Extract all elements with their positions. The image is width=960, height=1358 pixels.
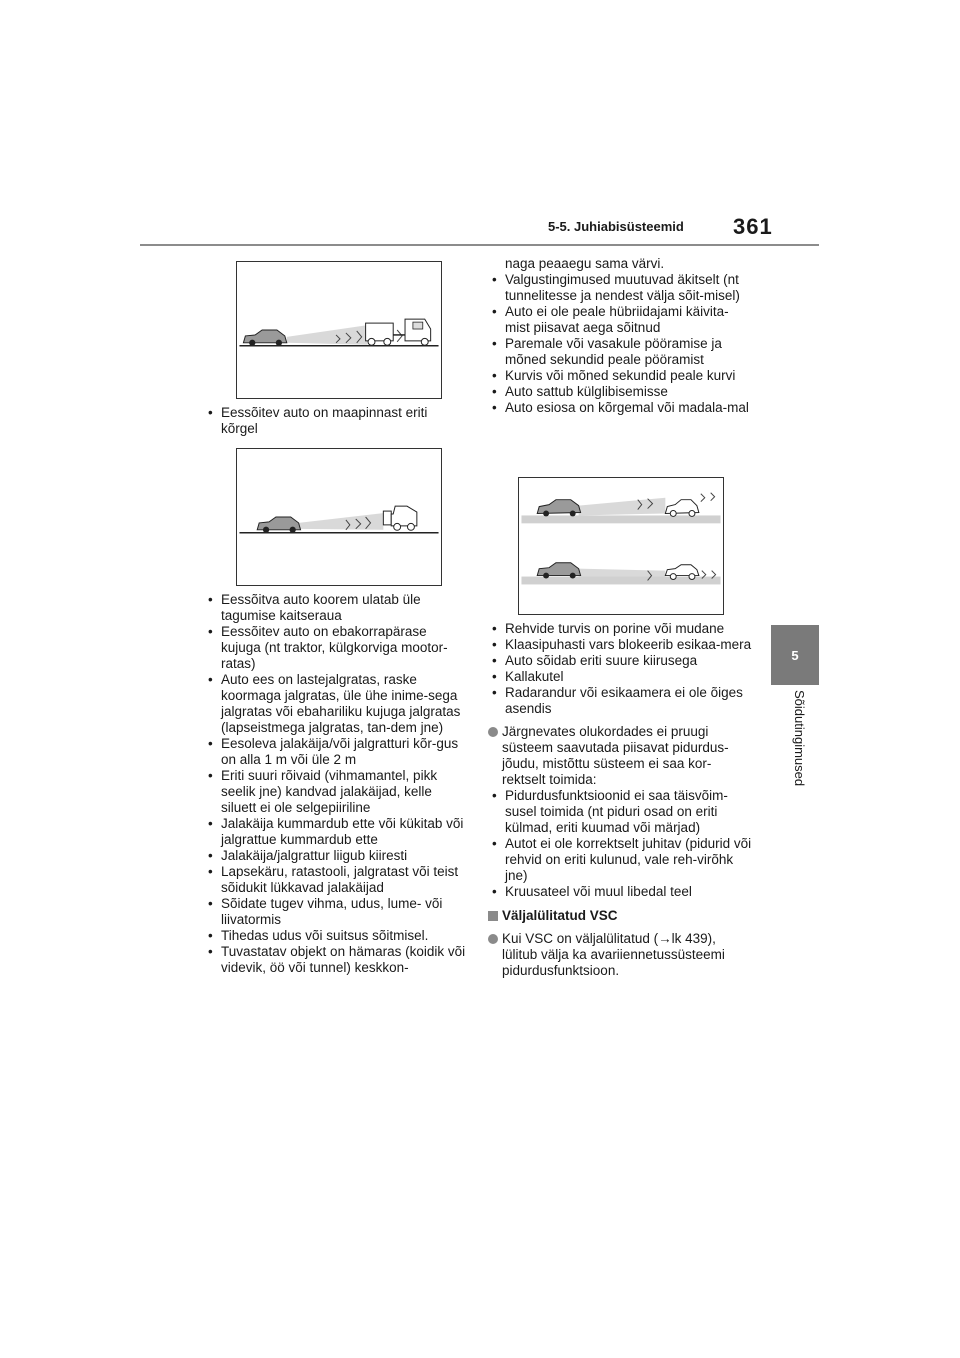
- chapter-label: Sõidutingimused: [792, 690, 807, 787]
- list-item: • Eessõitev auto on maapinnast eriti kõrgel: [204, 405, 464, 437]
- car-icon: [537, 500, 580, 517]
- car-icon: [537, 563, 580, 579]
- list-item: • Kruusateel või muul libedal teel: [488, 884, 754, 900]
- list-item: • Tihedas udus või suitsus sõitmisel.: [204, 928, 466, 944]
- list-item: • Auto ei ole peale hübriidajami käivita-mist piisavat aega sõitnud: [488, 304, 752, 336]
- page-number: 361: [733, 214, 773, 239]
- chapter-tab: 5: [771, 625, 819, 685]
- list-item: • Radarandur või esikaamera ei ole õiges asendis: [488, 685, 754, 717]
- vsc-paragraph: [488, 931, 754, 979]
- list-item: • Valgustingimused muutuvad äkitselt (nt tunnelitesse ja nendest välja sõit-misel): [488, 272, 752, 304]
- list-item: • Eessõitev auto on ebakorrapärase kujuga (nt traktor, külgkorviga mootor-ratas): [204, 624, 466, 672]
- list-item: • Sõidate tugev vihma, udus, lume- või liivatormis: [204, 896, 466, 928]
- square-bullet-icon: [488, 911, 498, 921]
- list-item: • Eesoleva jalakäija/või jalgratturi kõr-gus on alla 1 m või üle 2 m: [204, 736, 466, 768]
- section-title: 5-5. Juhiabisüsteemid: [548, 219, 684, 234]
- circle-bullet-icon: [488, 727, 498, 737]
- list-item: • Auto ees on lastejalgratas, raske koormaga jalgratas, üle ühe inime-sega jalgratas või ebahariliku kujuga jalgratas (lapseistmega jalgratas, tan-dem jne): [204, 672, 466, 736]
- list-item: • Autot ei ole korrektselt juhitav (pidurid või rehvid on eriti kulunud, vale reh-virõhk jne): [488, 836, 754, 884]
- heading-text: Väljalülitatud VSC: [502, 908, 618, 923]
- list-item: • Kallakutel: [488, 669, 754, 685]
- subsection-heading: [488, 908, 754, 924]
- list-item: • Paremale või vasakule pööramise ja mõned sekundid peale pööramist: [488, 336, 752, 368]
- left-list-2: [204, 592, 466, 976]
- right-list-b: [488, 621, 754, 979]
- list-item: • Auto esiosa on kõrgemal või madala-mal: [488, 400, 752, 416]
- paragraph-text: Kui VSC on väljalülitatud (→lk 439), lülitub välja ka avariiennetussüsteemi pidurdusfunktsioon.: [502, 931, 725, 978]
- header-divider: [140, 244, 819, 246]
- braking-paragraph: [488, 724, 754, 788]
- lead-car-icon: [665, 500, 699, 580]
- high-truck-illustration: [237, 262, 441, 398]
- list-item: • Eriti suuri rõivaid (vihmamantel, pikk seelik jne) kandvad jalakäijad, kelle siluett ei ole selgepiiriline: [204, 768, 466, 816]
- list-item: • Jalakäija kummardub ette või kükitab või jalgrattue kummardub ette: [204, 816, 466, 848]
- list-item: • Lapsekäru, ratastooli, jalgratast või teist sõidukit lükkavad jalakäijad: [204, 864, 466, 896]
- pickup-truck-icon: [383, 506, 417, 530]
- list-item: • Kurvis või mõned sekundid peale kurvi: [488, 368, 752, 384]
- list-item: • Pidurdusfunktsioonid ei saa täisvõim-susel toimida (nt piduri osad on eriti külmad, eriti kuumad või märjad): [488, 788, 754, 836]
- overhanging-load-illustration: [237, 449, 441, 585]
- paragraph-text: Järgnevates olukordades ei pruugi süsteem saavutada piisavat pidurdus-jõudu, mistõttu süsteem ei saa kor-rektselt toimida:: [502, 724, 729, 787]
- continued-text: naga peaaegu sama värvi.: [505, 256, 665, 271]
- vehicle-attitude-illustration: [519, 478, 723, 614]
- figure-overhanging-load: [236, 448, 442, 586]
- list-item: • Rehvide turvis on porine või mudane: [488, 621, 754, 637]
- car-icon: [243, 330, 286, 346]
- list-item: • Eessõitva auto koorem ulatab üle tagumise kaitseraua: [204, 592, 466, 624]
- list-item: • Auto sattub külglibisemisse: [488, 384, 752, 400]
- circle-bullet-icon: [488, 934, 498, 944]
- left-list-1: [204, 405, 464, 437]
- list-item: • Jalakäija/jalgrattur liigub kiiresti: [204, 848, 466, 864]
- right-list-a: [488, 256, 752, 416]
- figure-vehicle-attitude: [518, 477, 724, 615]
- car-icon: [257, 517, 300, 533]
- list-item: • Auto sõidab eriti suure kiirusega: [488, 653, 754, 669]
- list-item: • Tuvastatav objekt on hämaras (koidik või videvik, öö või tunnel) keskkon-: [204, 944, 466, 976]
- figure-high-truck: [236, 261, 442, 399]
- list-item: • Klaasipuhasti vars blokeerib esikaa-mera: [488, 637, 754, 653]
